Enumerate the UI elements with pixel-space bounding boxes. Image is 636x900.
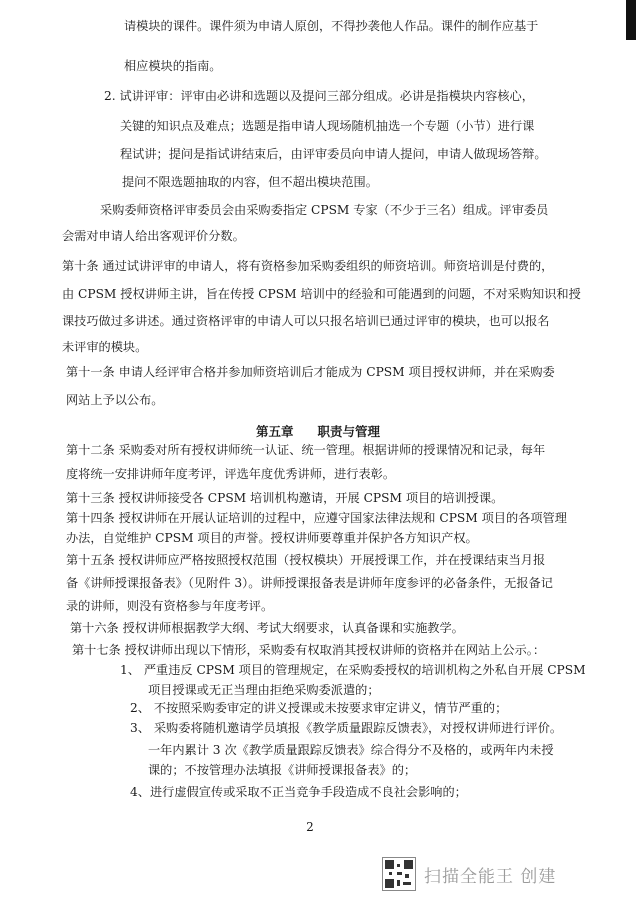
text-line: 未评审的模块。 — [62, 340, 148, 354]
text-line: 课的；不按管理办法填报《讲师授课报备表》的； — [148, 763, 417, 777]
text-line: 第十二条 采购委对所有授权讲师统一认证、统一管理。根据讲师的授课情况和记录，每年 — [66, 443, 546, 457]
text-line: 第十条 通过试讲评审的申请人，将有资格参加采购委组织的师资培训。师资培训是付费的， — [62, 259, 554, 273]
text-line: 提问不限选题抽取的内容，但不超出模块范围。 — [122, 175, 378, 189]
text-line: 关键的知识点及难点；选题是指申请人现场随机抽选一个专题（小节）进行课 — [120, 119, 535, 133]
text-line: 3、 采购委将随机邀请学员填报《教学质量跟踪反馈表》，对授权讲师进行评价。 — [130, 721, 563, 735]
text-line: 度将统一安排讲师年度考评，评选年度优秀讲师，进行表彰。 — [66, 467, 396, 481]
text-line: 第十五条 授权讲师应严格按照授权范围（授权模块）开展授课工作，并在授课结束当月报 — [66, 553, 546, 567]
text-line: 第十六条 授权讲师根据教学大纲、考试大纲要求，认真备课和实施教学。 — [70, 621, 464, 635]
text-line: 采购委师资格评审委员会由采购委指定 CPSM 专家（不少于三名）组成。评审委员 — [100, 203, 549, 217]
qr-code-icon — [382, 857, 416, 891]
text-line: 办法，自觉维护 CPSM 项目的声誉。授权讲师要尊重并保护各方知识产权。 — [66, 531, 478, 545]
chapter-title: 职责与管理 — [317, 424, 381, 439]
text-line: 第十四条 授权讲师在开展认证培训的过程中，应遵守国家法律法规和 CPSM 项目的各项管理 — [66, 511, 567, 525]
chapter-heading — [0, 422, 636, 440]
text-line: 会需对申请人给出客观评价分数。 — [62, 229, 245, 243]
text-line: 2. 试讲评审：评审由必讲和选题以及提问三部分组成。必讲是指模块内容核心， — [104, 89, 534, 103]
text-line: 第十三条 授权讲师接受各 CPSM 培训机构邀请，开展 CPSM 项目的培训授课。 — [66, 491, 504, 505]
text-line: 第十七条 授权讲师出现以下情形，采购委有权取消其授权讲师的资格并在网站上公示。： — [72, 643, 546, 657]
scanner-watermark — [382, 856, 556, 892]
text-line: 项目授课或无正当理由拒绝采购委派遣的； — [148, 683, 380, 697]
watermark-text: 扫描全能王 创建 — [424, 866, 557, 887]
text-line: 1、 严重违反 CPSM 项目的管理规定，在采购委授权的培训机构之外私自开展 CPSM — [120, 663, 586, 677]
text-line: 第十一条 申请人经评审合格并参加师资培训后才能成为 CPSM 项目授权讲师，并在采购委 — [66, 365, 555, 379]
text-line: 备《讲师授课报备表》（见附件 3）。讲师授课报备表是讲师年度参评的必备条件，无报备记 — [66, 576, 553, 590]
text-line: 2、 不按照采购委审定的讲义授课或未按要求审定讲义，情节严重的； — [130, 701, 508, 715]
text-line: 由 CPSM 授权讲师主讲，旨在传授 CPSM 培训中的经验和可能遇到的问题，不对采购知识和授 — [62, 287, 581, 301]
text-line: 请模块的课件。课件须为申请人原创，不得抄袭他人作品。课件的制作应基于 — [124, 19, 539, 33]
scan-edge-mark — [626, 0, 636, 40]
text-line: 录的讲师，则没有资格参与年度考评。 — [66, 599, 274, 613]
text-line: 相应模块的指南。 — [124, 59, 222, 73]
text-line: 程试讲；提问是指试讲结束后，由评审委员向申请人提问，申请人做现场答辩。 — [120, 147, 547, 161]
text-line: 4、进行虚假宣传或采取不正当竞争手段造成不良社会影响的； — [130, 785, 467, 799]
text-line: 一年内累计 3 次《教学质量跟踪反馈表》综合得分不及格的，或两年内未授 — [148, 743, 554, 757]
chapter-label: 第五章 — [255, 424, 294, 439]
text-line: 课技巧做过多讲述。通过资格评审的申请人可以只报名培训已通过评审的模块，也可以报名 — [62, 314, 550, 328]
page-number: 2 — [306, 820, 314, 834]
text-line: 网站上予以公布。 — [66, 393, 164, 407]
